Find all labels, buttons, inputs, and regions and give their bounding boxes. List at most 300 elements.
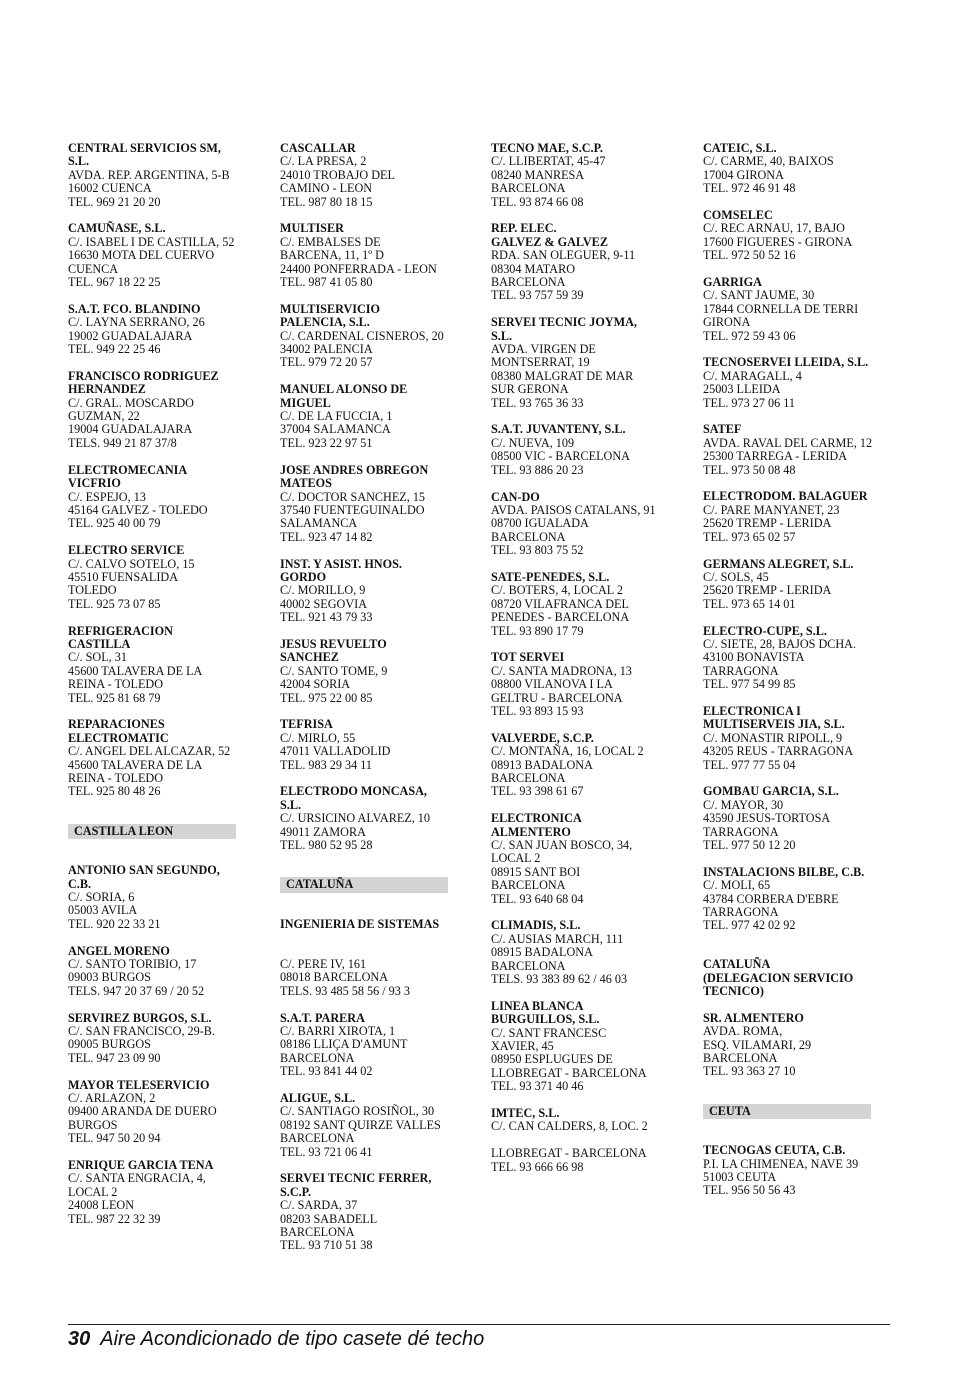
- entry-line: 08380 MALGRAT DE MAR: [491, 368, 634, 383]
- entry-line: C/. LA PRESA, 2: [280, 154, 367, 169]
- entry-line: TELS. 949 21 87 37/8: [68, 435, 177, 450]
- entry-line: 45510 FUENSALIDA: [68, 569, 179, 584]
- entry-name: SERVEI TECNIC FERRER, S.C.P.: [280, 1171, 432, 1199]
- entry-name: FRANCISCO RODRIGUEZ HERNANDEZ: [68, 368, 219, 397]
- entry-line: 43784 CORBERA D'EBRE: [703, 891, 839, 906]
- entry-line: 34002 PALENCIA: [280, 342, 373, 357]
- entry-line: 16630 MOTA DEL CUERVO: [68, 248, 215, 263]
- entry-line: C/. MONASTIR RIPOLL, 9: [703, 730, 843, 745]
- entry-line: TEL. 973 27 06 11: [703, 395, 795, 410]
- entry-line: 08018 BARCELONA: [280, 970, 388, 985]
- footer-title: Aire Acondicionado de tipo casete dé techo: [100, 1328, 485, 1350]
- entry-line: C/. CARDENAL CISNEROS, 20: [280, 328, 444, 343]
- service-entry: [280, 558, 450, 625]
- entry-line: AVDA. VIRGEN DE: [491, 342, 596, 357]
- service-entry: [68, 464, 238, 531]
- entry-line: TEL. 93 710 51 38: [280, 1238, 373, 1253]
- service-entry: [68, 718, 238, 798]
- entry-line: C/. SAN JUAN BOSCO, 34,: [491, 838, 633, 852]
- entry-line: 37004 SALAMANCA: [280, 422, 391, 437]
- entry-line: 08915 SANT BOI: [491, 864, 581, 879]
- entry-line: TEL. 947 50 20 94: [68, 1131, 161, 1146]
- entry-line: C/. SANTA MADRONA, 13: [491, 663, 632, 678]
- entry-line: TEL. 987 22 32 39: [68, 1211, 161, 1226]
- service-entry: [703, 142, 873, 196]
- entry-name: ELECTRO SERVICE: [68, 543, 185, 558]
- entry-line: 08203 SABADELL: [280, 1211, 378, 1226]
- entry-name: REPARACIONES ELECTROMATIC: [68, 717, 169, 745]
- entry-name: ANTONIO SAN SEGUNDO, C.B.: [68, 863, 220, 891]
- entry-line: C/. DE LA FUCCIA, 1: [280, 409, 393, 424]
- entry-line: PENEDES - BARCELONA: [491, 610, 630, 625]
- entry-line: 25620 TREMP - LERIDA: [703, 583, 832, 598]
- entry-line: TEL. 93 721 06 41: [280, 1144, 373, 1159]
- entry-line: BURGOS: [68, 1117, 118, 1132]
- section-header: CEUTA: [703, 1104, 871, 1119]
- entry-line: C/. SOL, 31: [68, 650, 127, 665]
- entry-line: C/. SANT FRANCESC: [491, 1025, 607, 1040]
- entry-line: TEL. 93 765 36 33: [491, 395, 584, 410]
- entry-line: GIRONA: [703, 315, 751, 330]
- entry-line: TEL. 975 22 00 85: [280, 690, 373, 705]
- service-entry: [491, 142, 661, 209]
- entry-line: TEL. 925 73 07 85: [68, 596, 161, 611]
- entry-line: BARCELONA: [491, 275, 566, 290]
- entry-line: BARCELONA: [491, 958, 566, 973]
- entry-line: 08240 MANRESA: [491, 167, 585, 182]
- directory-column-2: [280, 142, 450, 1266]
- entry-name: SR. ALMENTERO: [703, 1010, 804, 1025]
- service-entry: [280, 785, 450, 852]
- entry-line: C/. SANTO TORIBIO, 17: [68, 957, 197, 972]
- entry-line: TELS. 93 485 58 56 / 93 3: [280, 983, 410, 998]
- entry-line: 17844 CORNELLA DE TERRI: [703, 301, 859, 316]
- entry-line: TEL. 956 50 56 43: [703, 1183, 796, 1198]
- entry-line: C/. SARDA, 37: [280, 1198, 358, 1213]
- entry-name: SATEF: [703, 422, 742, 437]
- entry-line: TEL. 93 886 20 23: [491, 462, 584, 477]
- service-entry: [703, 356, 873, 410]
- entry-name: ELECTRONICA I MULTISERVEIS JIA, S.L.: [703, 703, 845, 732]
- entry-name: CAMUÑASE, S.L.: [68, 221, 166, 236]
- entry-line: ESQ. VILAMARI, 29: [703, 1037, 812, 1052]
- entry-name: ELECTRO-CUPE, S.L.: [703, 623, 827, 638]
- service-entry: [703, 958, 873, 998]
- entry-line: TEL. 983 29 34 11: [280, 757, 372, 772]
- entry-line: C/. SOLS, 45: [703, 569, 769, 584]
- service-entry: [280, 958, 450, 998]
- service-entry: [68, 370, 238, 450]
- directory-column-1: [68, 142, 238, 1240]
- entry-line: C/. MONTAÑA, 16, LOCAL 2: [491, 744, 644, 759]
- entry-line: P.I. LA CHIMENEA, NAVE 39: [703, 1156, 859, 1171]
- entry-line: AVDA. RAVAL DEL CARME, 12: [703, 435, 873, 450]
- service-entry: [280, 718, 450, 772]
- entry-name: TOT SERVEI: [491, 650, 565, 665]
- entry-line: LOCAL 2: [491, 851, 541, 866]
- entry-line: TEL. 920 22 33 21: [68, 916, 161, 931]
- entry-line: TEL. 980 52 95 28: [280, 838, 373, 852]
- entry-line: 49011 ZAMORA: [280, 824, 366, 839]
- entry-line: TOLEDO: [68, 583, 117, 598]
- entry-line: 43205 REUS - TARRAGONA: [703, 744, 854, 759]
- entry-name: INSTALACIONS BILBE, C.B.: [703, 864, 865, 879]
- entry-name: ELECTRODOM. BALAGUER: [703, 489, 868, 504]
- entry-line: C/. CAN CALDERS, 8, LOC. 2: [491, 1119, 648, 1134]
- entry-line: C/. DOCTOR SANCHEZ, 15: [280, 489, 426, 504]
- entry-line: MONTSERRAT, 19: [491, 355, 590, 370]
- service-entry: [491, 491, 661, 558]
- entry-line: TEL. 973 50 08 48: [703, 462, 796, 477]
- entry-line: C/. SAN FRANCISCO, 29-B.: [68, 1024, 215, 1039]
- entry-line: TEL. 93 841 44 02: [280, 1064, 373, 1079]
- entry-line: TEL. 947 23 09 90: [68, 1050, 161, 1065]
- entry-line: C/. AUSIAS MARCH, 111: [491, 931, 624, 946]
- service-entry: [280, 1012, 450, 1079]
- entry-line: CUENCA: [68, 261, 119, 276]
- footer-rule: [68, 1324, 890, 1325]
- entry-name: GARRIGA: [703, 275, 762, 290]
- service-entry: [703, 490, 873, 544]
- service-entry: [703, 1012, 873, 1079]
- entry-line: TEL. 972 46 91 48: [703, 181, 796, 196]
- entry-line: TEL. 93 640 68 04: [491, 891, 584, 906]
- entry-line: BARCELONA: [491, 878, 566, 893]
- entry-line: 08950 ESPLUGUES DE: [491, 1052, 613, 1067]
- entry-name: CASCALLAR: [280, 141, 356, 155]
- service-entry: [491, 919, 661, 986]
- entry-name: CATEIC, S.L.: [703, 141, 777, 155]
- entry-line: TEL. 93 371 40 46: [491, 1079, 584, 1094]
- entry-line: C/. MOLI, 65: [703, 878, 771, 893]
- entry-line: TELS. 93 383 89 62 / 46 03: [491, 972, 628, 987]
- section-header: CASTILLA LEON: [68, 824, 236, 839]
- service-entry: [68, 544, 238, 611]
- entry-name: GERMANS ALEGRET, S.L.: [703, 556, 854, 571]
- entry-line: C/. GRAL. MOSCARDO: [68, 395, 194, 410]
- entry-line: TEL. 923 47 14 82: [280, 529, 373, 544]
- entry-name: TECNOSERVEI LLEIDA, S.L.: [703, 355, 869, 370]
- entry-line: TEL. 93 398 61 67: [491, 784, 584, 799]
- entry-line: 08915 BADALONA: [491, 945, 593, 960]
- entry-line: C/. MORILLO, 9: [280, 583, 366, 598]
- section-header: CATALUÑA: [280, 877, 448, 892]
- entry-line: TEL. 93 874 66 08: [491, 194, 584, 209]
- entry-line: TEL. 977 42 02 92: [703, 918, 796, 933]
- entry-line: TEL. 977 50 12 20: [703, 837, 796, 852]
- entry-line: C/. SORIA, 6: [68, 890, 135, 905]
- entry-line: TEL. 93 363 27 10: [703, 1064, 796, 1079]
- entry-line: 08720 VILAFRANCA DEL: [491, 596, 629, 611]
- entry-name: JOSE ANDRES OBREGON MATEOS: [280, 462, 429, 491]
- entry-name: SERVIREZ BURGOS, S.L.: [68, 1010, 212, 1025]
- entry-line: TEL. 987 41 05 80: [280, 275, 373, 290]
- entry-line: LLOBREGAT - BARCELONA: [491, 1146, 647, 1161]
- entry-name: INST. Y ASIST. HNOS. GORDO: [280, 556, 402, 584]
- service-entry: [491, 571, 661, 638]
- entry-line: TEL. 969 21 20 20: [68, 194, 161, 209]
- entry-line: C/. SANTA ENGRACIA, 4,: [68, 1171, 206, 1186]
- entry-line: TEL. 973 65 02 57: [703, 529, 796, 544]
- entry-name: CATALUÑA (DELEGACION SERVICIO TECNICO): [703, 957, 854, 999]
- entry-line: TEL. 93 757 59 39: [491, 288, 584, 303]
- entry-line: 09400 ARANDA DE DUERO: [68, 1104, 217, 1119]
- service-entry: [280, 222, 450, 289]
- entry-line: SUR GERONA: [491, 382, 569, 397]
- entry-name: ALIGUE, S.L.: [280, 1091, 356, 1106]
- entry-name: S.A.T. PARERA: [280, 1010, 365, 1025]
- entry-line: 42004 SORIA: [280, 677, 351, 692]
- service-entry: [280, 303, 450, 370]
- entry-line: TEL. 93 890 17 79: [491, 623, 584, 638]
- entry-line: C/. EMBALSES DE: [280, 234, 381, 249]
- entry-line: C/. SIETE, 28, BAJOS DCHA.: [703, 636, 857, 651]
- entry-line: SALAMANCA: [280, 516, 358, 531]
- service-entry: [280, 142, 450, 209]
- entry-name: SATE-PENEDES, S.L.: [491, 569, 610, 584]
- entry-name: IMTEC, S.L.: [491, 1106, 560, 1121]
- entry-name: COMSELEC: [703, 208, 773, 223]
- entry-line: TEL. 987 80 18 15: [280, 194, 373, 209]
- entry-name: TEFRISA: [280, 717, 333, 732]
- entry-line: BARCELONA: [280, 1225, 355, 1240]
- entry-name: ELECTRONICA ALMENTERO: [491, 811, 582, 839]
- entry-name: TECNOGAS CEUTA, C.B.: [703, 1143, 846, 1158]
- entry-line: 08304 MATARO: [491, 261, 576, 276]
- service-entry: [280, 383, 450, 450]
- entry-line: 17600 FIGUERES - GIRONA: [703, 234, 853, 249]
- entry-line: C/. CALVO SOTELO, 15: [68, 556, 195, 571]
- service-entry: [68, 1079, 238, 1146]
- entry-line: TEL. 921 43 79 33: [280, 610, 373, 625]
- entry-line: 24008 LEON: [68, 1198, 135, 1213]
- entry-line: 08500 VIC - BARCELONA: [491, 449, 630, 464]
- entry-name: MULTISER: [280, 221, 344, 236]
- entry-line: TEL. 93 666 66 98: [491, 1159, 584, 1174]
- entry-name: CENTRAL SERVICIOS SM, S.L.: [68, 141, 221, 169]
- entry-line: AVDA. ROMA,: [703, 1024, 783, 1039]
- entry-line: TEL. 967 18 22 25: [68, 275, 161, 290]
- entry-line: LLOBREGAT - BARCELONA: [491, 1065, 647, 1080]
- entry-line: TEL. 973 65 14 01: [703, 596, 796, 611]
- entry-line: 25003 LLEIDA: [703, 382, 781, 397]
- service-entry: [68, 1159, 238, 1226]
- service-entry: [491, 1107, 661, 1174]
- service-entry: [68, 864, 238, 931]
- entry-name: MANUEL ALONSO DE MIGUEL: [280, 382, 408, 410]
- entry-name: SERVEI TECNIC JOYMA, S.L.: [491, 315, 637, 343]
- entry-line: BARCELONA: [280, 1050, 355, 1065]
- service-entry: [491, 222, 661, 302]
- service-entry: [703, 1144, 873, 1198]
- entry-line: REINA - TOLEDO: [68, 770, 164, 785]
- entry-line: 43590 JESUS-TORTOSA: [703, 811, 831, 826]
- entry-name: ANGEL MORENO: [68, 943, 170, 958]
- entry-line: RDA. SAN OLEGUER, 9-11: [491, 248, 636, 263]
- service-entry: [68, 142, 238, 209]
- entry-name: S.A.T. JUVANTENY, S.L.: [491, 422, 626, 437]
- entry-name: ENRIQUE GARCIA TENA: [68, 1158, 214, 1173]
- entry-line: 09003 BURGOS: [68, 970, 151, 985]
- entry-name: JESUS REVUELTO SANCHEZ: [280, 636, 387, 665]
- entry-name: CLIMADIS, S.L.: [491, 918, 581, 933]
- entry-line: BARCELONA: [491, 770, 566, 785]
- directory-column-3: [491, 142, 661, 1187]
- service-entry: [68, 222, 238, 289]
- service-entry: [491, 1000, 661, 1094]
- service-entry: [703, 866, 873, 933]
- entry-line: 45164 GALVEZ - TOLEDO: [68, 502, 208, 517]
- entry-line: C/. BARRI XIROTA, 1: [280, 1024, 396, 1039]
- entry-line: TEL. 93 803 75 52: [491, 543, 584, 558]
- service-entry: [68, 303, 238, 357]
- entry-line: 45600 TALAVERA DE LA: [68, 757, 203, 772]
- service-entry: [491, 651, 661, 718]
- entry-name: CAN-DO: [491, 489, 540, 504]
- service-entry: [491, 423, 661, 477]
- entry-name: TECNO MAE, S.C.P.: [491, 141, 603, 155]
- entry-name: ELECTROMECANIA VICFRIO: [68, 462, 188, 491]
- entry-line: TARRAGONA: [703, 663, 779, 678]
- entry-line: 37540 FUENTEGUINALDO: [280, 502, 425, 517]
- entry-line: 19004 GUADALAJARA: [68, 422, 193, 437]
- service-entry: [703, 276, 873, 343]
- service-entry: [280, 918, 450, 945]
- entry-line: 17004 GIRONA: [703, 167, 784, 182]
- service-entry: [703, 625, 873, 692]
- service-entry: [68, 1012, 238, 1066]
- entry-line: C/. CARME, 40, BAIXOS: [703, 154, 834, 169]
- entry-name: MAYOR TELESERVICIO: [68, 1077, 210, 1092]
- service-entry: [280, 638, 450, 705]
- entry-line: 05003 AVILA: [68, 903, 138, 918]
- entry-line: TEL. 972 50 52 16: [703, 248, 796, 263]
- service-entry: [68, 945, 238, 999]
- service-entry: [703, 423, 873, 477]
- entry-line: TEL. 925 81 68 79: [68, 690, 161, 705]
- entry-line: TEL. 93 893 15 93: [491, 703, 584, 718]
- entry-name: GOMBAU GARCIA, S.L.: [703, 784, 839, 799]
- service-entry: [491, 316, 661, 410]
- entry-line: C/. BOTERS, 4, LOCAL 2: [491, 583, 623, 598]
- entry-name: REP. ELEC. GALVEZ & GALVEZ: [491, 221, 608, 249]
- service-entry: [280, 464, 450, 544]
- entry-line: TEL. 972 59 43 06: [703, 328, 796, 343]
- entry-name: INGENIERIA DE SISTEMAS: [280, 916, 440, 931]
- entry-line: TEL. 977 54 99 85: [703, 677, 796, 692]
- page-footer: [68, 1328, 484, 1351]
- entry-line: 24400 PONFERRADA - LEON: [280, 261, 437, 276]
- entry-line: TARRAGONA: [703, 905, 779, 919]
- service-entry: [703, 209, 873, 263]
- entry-line: C/. ARLAZON, 2: [68, 1091, 156, 1106]
- entry-line: C/. PERE IV, 161: [280, 957, 367, 971]
- entry-line: 51003 CEUTA: [703, 1170, 777, 1185]
- service-entry: [703, 705, 873, 772]
- entry-line: TEL. 923 22 97 51: [280, 435, 373, 450]
- entry-line: 08192 SANT QUIRZE VALLES: [280, 1117, 441, 1132]
- entry-line: XAVIER, 45: [491, 1039, 554, 1054]
- entry-line: TEL. 925 40 00 79: [68, 516, 161, 531]
- entry-line: GELTRU - BARCELONA: [491, 690, 623, 705]
- entry-line: BARCELONA: [280, 1131, 355, 1146]
- directory-column-4: [703, 142, 873, 1211]
- entry-name: S.A.T. FCO. BLANDINO: [68, 301, 201, 316]
- entry-line: LOCAL 2: [68, 1184, 118, 1199]
- entry-line: AVDA. PAISOS CATALANS, 91: [491, 502, 656, 517]
- entry-line: 25620 TREMP - LERIDA: [703, 516, 832, 531]
- entry-line: C/. ISABEL I DE CASTILLA, 52: [68, 234, 235, 249]
- entry-line: [280, 931, 450, 944]
- entry-line: 08800 VILANOVA I LA: [491, 677, 613, 692]
- service-entry: [491, 812, 661, 906]
- entry-line: TEL. 925 80 48 26: [68, 784, 161, 799]
- entry-name: ELECTRODO MONCASA, S.L.: [280, 784, 427, 812]
- entry-line: TELS. 947 20 37 69 / 20 52: [68, 983, 205, 998]
- entry-line: C/. REC ARNAU, 17, BAJO: [703, 221, 845, 236]
- entry-line: TEL. 949 22 25 46: [68, 342, 161, 357]
- entry-line: AVDA. REP. ARGENTINA, 5-B: [68, 167, 230, 182]
- entry-line: C/. SANTO TOME, 9: [280, 663, 388, 678]
- entry-name: REFRIGERACION CASTILLA: [68, 623, 173, 651]
- entry-line: C/. ANGEL DEL ALCAZAR, 52: [68, 744, 231, 759]
- entry-line: TEL. 977 77 55 04: [703, 757, 796, 772]
- entry-line: BARCELONA: [703, 1051, 778, 1066]
- entry-line: 19002 GUADALAJARA: [68, 328, 193, 343]
- entry-line: C/. LLIBERTAT, 45-47: [491, 154, 606, 169]
- service-entry: [703, 785, 873, 852]
- entry-line: REINA - TOLEDO: [68, 677, 164, 692]
- entry-line: C/. MAYOR, 30: [703, 797, 784, 812]
- entry-line: 16002 CUENCA: [68, 181, 152, 196]
- entry-name: MULTISERVICIO PALENCIA, S.L.: [280, 301, 381, 330]
- entry-line: 08913 BADALONA: [491, 757, 593, 772]
- entry-line: TARRAGONA: [703, 824, 779, 839]
- entry-line: 24010 TROBAJO DEL: [280, 167, 395, 182]
- entry-line: C/. LAYNA SERRANO, 26: [68, 315, 205, 330]
- entry-line: C/. NUEVA, 109: [491, 435, 575, 450]
- service-entry: [280, 1172, 450, 1252]
- entry-line: C/. SANTIAGO ROSIÑOL, 30: [280, 1104, 435, 1119]
- entry-line: C/. PARE MANYANET, 23: [703, 502, 840, 517]
- service-entry: [68, 625, 238, 705]
- entry-name: VALVERDE, S.C.P.: [491, 730, 594, 745]
- service-entry: [703, 558, 873, 612]
- entry-line: BARCELONA: [491, 529, 566, 544]
- entry-line: 08700 IGUALADA: [491, 516, 589, 531]
- entry-line: C/. SANT JAUME, 30: [703, 288, 815, 303]
- entry-line: C/. URSICINO ALVAREZ, 10: [280, 811, 430, 826]
- entry-name: LINEA BLANCA BURGUILLOS, S.L.: [491, 998, 600, 1027]
- entry-line: C/. MIRLO, 55: [280, 730, 356, 745]
- entry-line: 09005 BURGOS: [68, 1037, 151, 1052]
- entry-line: BARCELONA: [491, 181, 566, 196]
- entry-line: 45600 TALAVERA DE LA: [68, 663, 203, 678]
- entry-line: 08186 LLIÇA D'AMUNT: [280, 1037, 408, 1052]
- entry-line: C/. ESPEJO, 13: [68, 489, 146, 504]
- entry-line: GUZMAN, 22: [68, 409, 140, 424]
- entry-line: 40002 SEGOVIA: [280, 596, 368, 611]
- entry-line: 47011 VALLADOLID: [280, 744, 391, 759]
- entry-line: TEL. 979 72 20 57: [280, 355, 373, 370]
- page-number: 30: [68, 1328, 91, 1350]
- entry-line: [491, 1134, 661, 1147]
- entry-line: C/. MARAGALL, 4: [703, 368, 802, 383]
- service-entry: [491, 732, 661, 799]
- entry-line: CAMINO - LEON: [280, 181, 373, 196]
- entry-line: 25300 TARREGA - LERIDA: [703, 449, 848, 464]
- service-entry: [280, 1092, 450, 1159]
